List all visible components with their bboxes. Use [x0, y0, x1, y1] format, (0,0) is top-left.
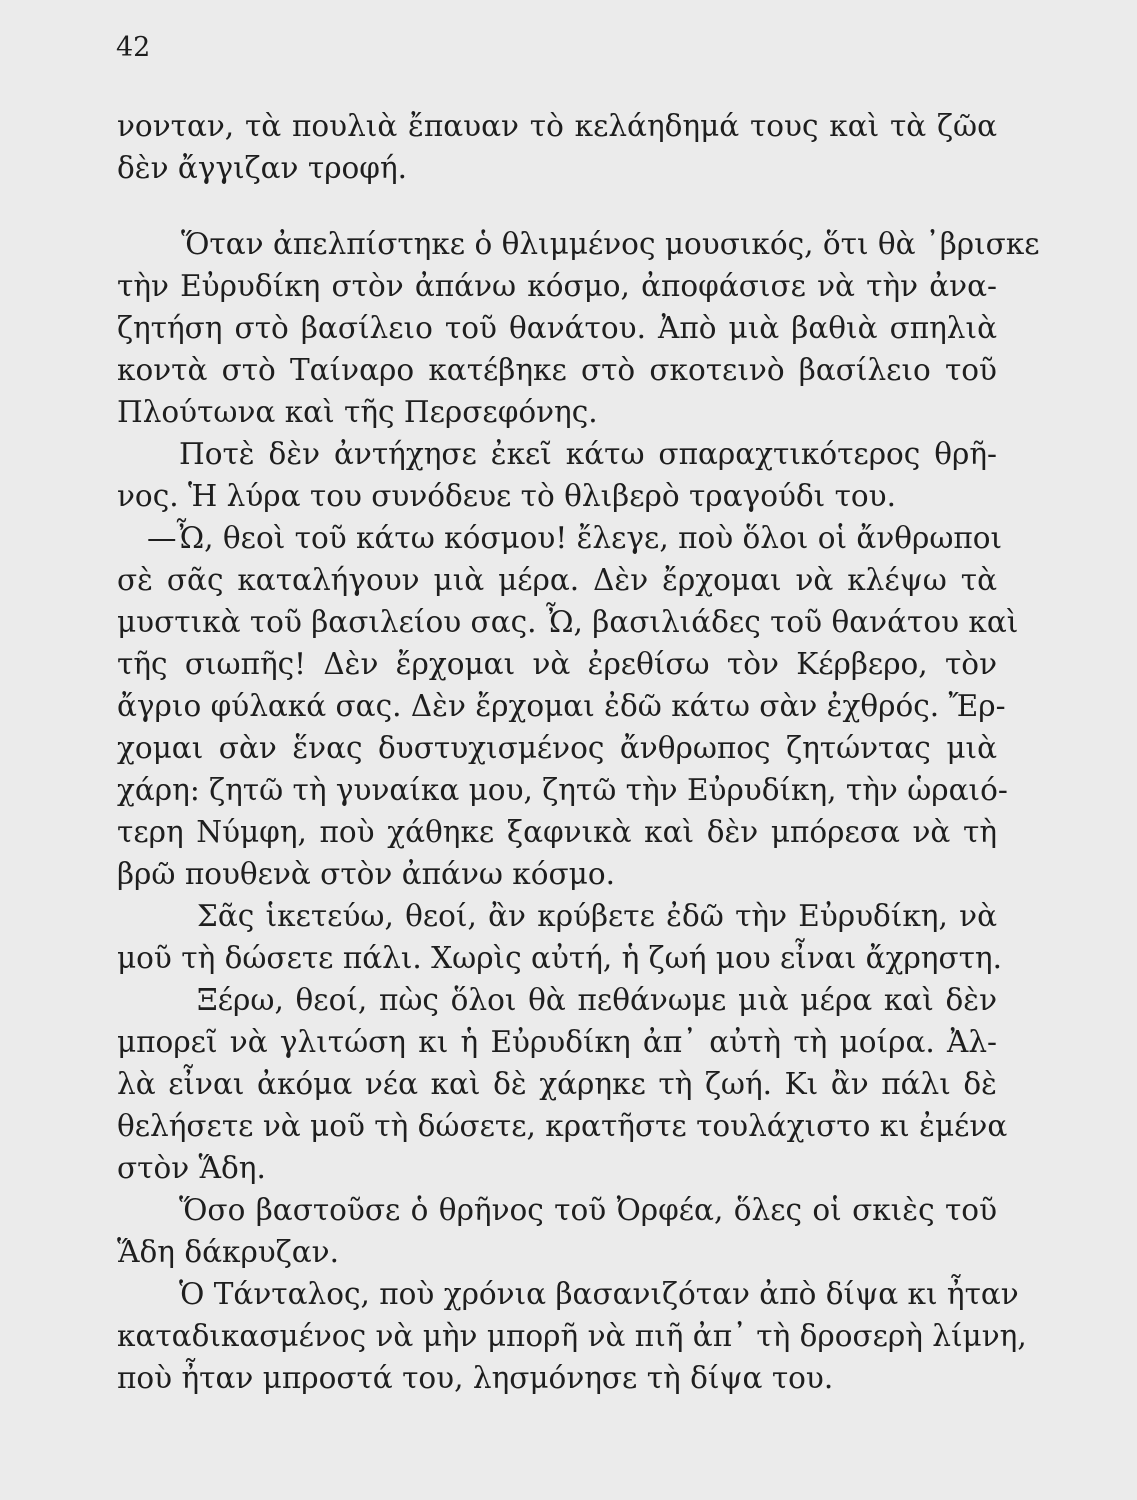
paragraph	[117, 105, 997, 189]
text-line: νονταν, τὰ πουλιὰ ἔπαυαν τὸ κελάηδημά τους καὶ τὰ ζῶα	[117, 109, 997, 143]
text-line: —Ὦ, θεοὶ τοῦ κάτω κόσμου! ἔλεγε, ποὺ ὅλοι οἱ ἄνθρωποι	[147, 521, 1003, 555]
text-line: Σᾶς ἱκετεύω, θεοί, ἂν κρύβετε ἐδῶ τὴν Εὐρυδίκη, νὰ	[197, 899, 997, 933]
text-line: τῆς σιωπῆς! Δὲν ἔρχομαι νὰ ἐρεθίσω τὸν Κέρβερο, τὸν	[117, 647, 997, 681]
text-line: κοντὰ στὸ Ταίναρο κατέβηκε στὸ σκοτεινὸ βασίλειο τοῦ	[117, 353, 997, 387]
paragraph	[117, 1189, 997, 1273]
text-line: Ὅταν ἀπελπίστηκε ὁ θλιμμένος μουσικός, ὅτι θὰ ᾿βρισκε	[181, 227, 1040, 261]
text-line: Ἅδη δάκρυζαν.	[117, 1235, 339, 1269]
text-line: λὰ εἶναι ἀκόμα νέα καὶ δὲ χάρηκε τὴ ζωή. Κι ἂν πάλι δὲ	[117, 1067, 997, 1101]
text-line: καταδικασμένος νὰ μὴν μπορῆ νὰ πιῆ ἀπ᾿ τὴ δροσερὴ λίμνη,	[117, 1319, 1027, 1353]
text-line: Ξέρω, θεοί, πὼς ὅλοι θὰ πεθάνωμε μιὰ μέρα καὶ δὲν	[197, 983, 997, 1017]
text-line: ζητήση στὸ βασίλειο τοῦ θανάτου. Ἀπὸ μιὰ βαθιὰ σπηλιὰ	[117, 311, 997, 345]
text-line: μπορεῖ νὰ γλιτώση κι ἡ Εὐρυδίκη ἀπ᾿ αὐτὴ τὴ μοίρα. Ἀλ-	[117, 1025, 997, 1059]
text-line: Ὅσο βαστοῦσε ὁ θρῆνος τοῦ Ὀρφέα, ὅλες οἱ σκιὲς τοῦ	[179, 1193, 997, 1227]
text-line: ποὺ ἦταν μπροστά του, λησμόνησε τὴ δίψα του.	[117, 1361, 834, 1395]
text-line: χομαι σὰν ἕνας δυστυχισμένος ἄνθρωπος ζητώντας μιὰ	[117, 731, 997, 765]
paragraph	[117, 517, 1019, 895]
text-line: σὲ σᾶς καταλήγουν μιὰ μέρα. Δὲν ἔρχομαι νὰ κλέψω τὰ	[117, 563, 997, 597]
text-line: ἄγριο φύλακά σας. Δὲν ἔρχομαι ἐδῶ κάτω σὰν ἐχθρός. Ἔρ-	[117, 689, 1006, 723]
text-line: Ποτὲ δὲν ἀντήχησε ἐκεῖ κάτω σπαραχτικότερος θρῆ-	[179, 437, 997, 471]
text-line: βρῶ πουθενὰ στὸν ἀπάνω κόσμο.	[117, 857, 615, 891]
text-line: χάρη: ζητῶ τὴ γυναίκα μου, ζητῶ τὴν Εὐρυδίκη, τὴν ὡραιό-	[117, 773, 1008, 807]
text-line: νος. Ἡ λύρα του συνόδευε τὸ θλιβερὸ τραγούδι του.	[117, 479, 896, 513]
body-text	[117, 105, 1040, 1399]
text-line: τὴν Εὐρυδίκη στὸν ἀπάνω κόσμο, ἀποφάσισε νὰ τὴν ἀνα-	[117, 269, 997, 303]
paragraph	[117, 1273, 1027, 1399]
paragraph	[117, 433, 997, 517]
text-line: τερη Νύμφη, ποὺ χάθηκε ξαφνικὰ καὶ δὲν μπόρεσα νὰ τὴ	[117, 815, 997, 849]
page-number: 42	[116, 32, 151, 63]
text-line: θελήσετε νὰ μοῦ τὴ δώσετε, κρατῆστε τουλάχιστο κι ἐμένα	[117, 1109, 1008, 1143]
text-line: Ὁ Τάνταλος, ποὺ χρόνια βασανιζόταν ἀπὸ δίψα κι ἦταν	[179, 1277, 1019, 1311]
paragraph	[117, 895, 1002, 979]
text-line: στὸν Ἅδη.	[117, 1151, 266, 1185]
paragraph	[117, 979, 1008, 1189]
paragraph	[117, 223, 1040, 433]
text-line: μοῦ τὴ δώσετε πάλι. Χωρὶς αὐτή, ἡ ζωή μου εἶναι ἄχρηστη.	[117, 941, 1002, 975]
text-line: δὲν ἄγγιζαν τροφή.	[117, 151, 408, 185]
text-line: Πλούτωνα καὶ τῆς Περσεφόνης.	[117, 395, 598, 429]
text-line: μυστικὰ τοῦ βασιλείου σας. Ὦ, βασιλιάδες τοῦ θανάτου καὶ	[117, 605, 1019, 639]
